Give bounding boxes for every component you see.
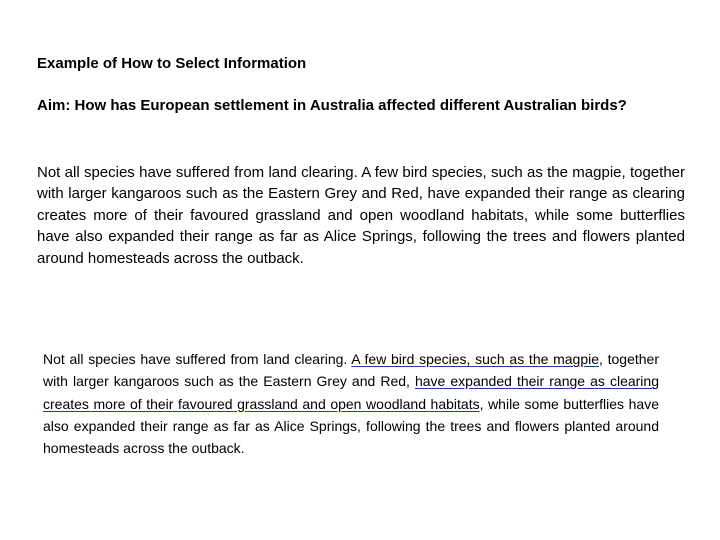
page-heading: Example of How to Select Information: [37, 55, 307, 72]
aim-statement: Aim: How has European settlement in Australia affected different Australian birds?: [37, 97, 627, 114]
plain-text-segment: Not all species have suffered from land clearing.: [43, 351, 352, 367]
selected-information-1: A few bird species, such as the magpie: [351, 351, 600, 367]
plain-text-segment: , while some butterflies have also expanded their range as far as Alice Springs, following the trees and flowers planted around homesteads across the outback.: [43, 395, 659, 457]
selected-information-2: have expanded their range as clearing creates more of their favoured grassland and open woodland habitats: [43, 373, 659, 412]
highlighted-paragraph: [43, 348, 659, 459]
original-paragraph: Not all species have suffered from land clearing. A few bird species, such as the magpie, together with larger kangaroos such as the Eastern Grey and Red, have expanded their range as clearing creates more of their favoured grassland and open woodland habitats, while some butterflies have also expanded their range as far as Alice Springs, following the trees and flowers planted around homesteads across the outback.: [37, 164, 685, 267]
plain-text-segment: , together with larger kangaroos such as the Eastern Grey and Red,: [43, 351, 659, 390]
